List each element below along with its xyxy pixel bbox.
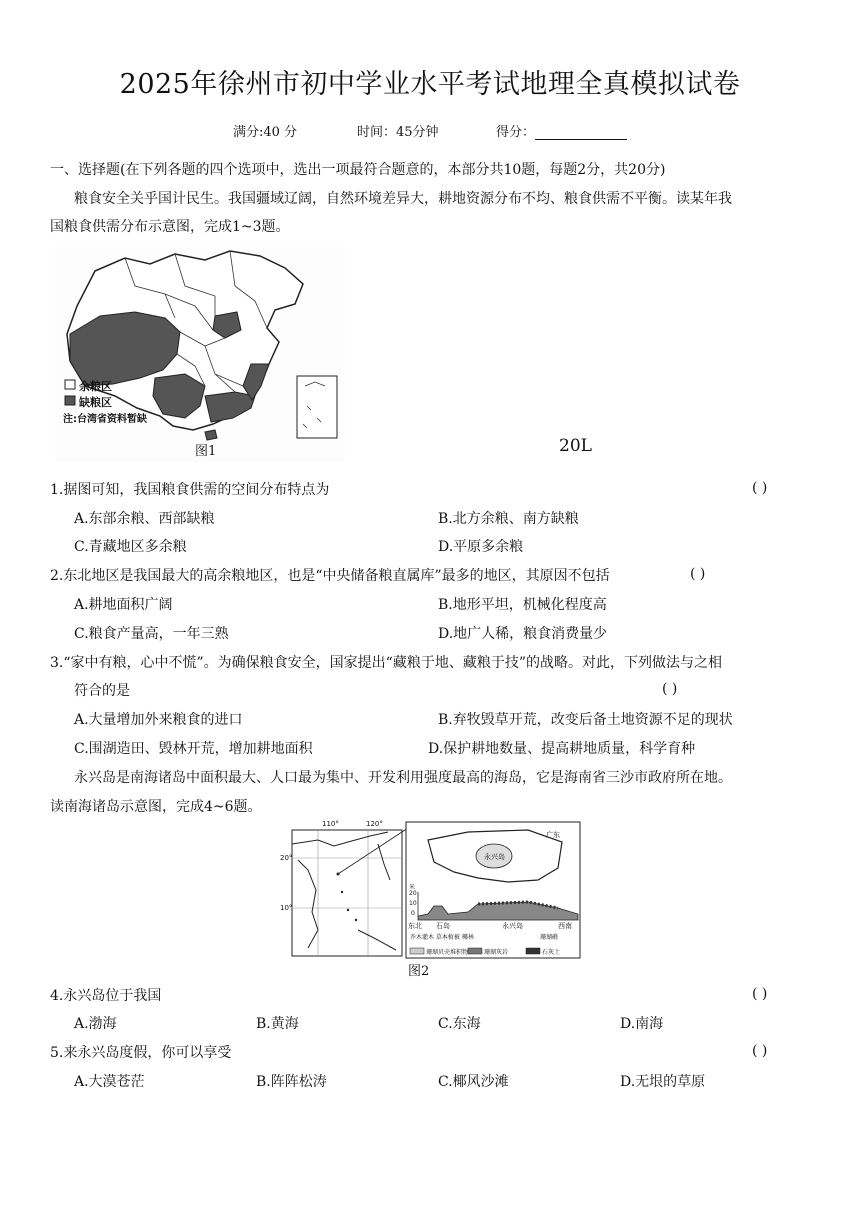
q4-option-c[interactable]: C.东海 — [438, 1016, 481, 1032]
q4-option-d[interactable]: D.南海 — [620, 1016, 664, 1032]
q2-option-d[interactable]: D.地广人稀，粮食消费量少 — [438, 626, 608, 642]
dir-right: 西南 — [558, 922, 572, 930]
q1-option-b[interactable]: B.北方余粮、南方缺粮 — [438, 511, 579, 527]
profile-tick-10: 10 — [409, 900, 417, 907]
q3-stem: 3.“家中有粮，心中不慌”。为确保粮食安全，国家提出“藏粮于地、藏粮于技”的战略。对此，下列做法与之相 — [50, 655, 722, 671]
label-yongxing: 永兴岛 — [502, 922, 523, 930]
intro2-line1: 永兴岛是南海诸岛中面积最大、人口最为集中、开发利用强度最高的海岛，它是海南省三沙市政府所在地。 — [74, 770, 732, 786]
legend-surplus-label: 余粮区 — [79, 380, 112, 393]
lon-110: 110° — [322, 820, 339, 828]
q1-option-d[interactable]: D.平原多余粮 — [438, 539, 524, 555]
q3-option-b[interactable]: B.弃牧毁草开荒，改变后备土地资源不足的现状 — [438, 712, 733, 728]
q4-answer-paren[interactable]: ( ) — [752, 986, 768, 1002]
fig2-caption: 图2 — [408, 964, 430, 979]
fig1-caption: 图1 — [195, 444, 217, 459]
lat-10: 10° — [280, 904, 293, 912]
score-label: 得分： — [496, 125, 536, 140]
island-label: 永兴岛 — [484, 853, 505, 861]
intro2-line2: 读南海诸岛示意图，完成4~6题。 — [50, 799, 262, 815]
q4-option-b[interactable]: B.黄海 — [256, 1016, 299, 1032]
legend-c: 石灰土 — [542, 949, 561, 956]
q1-option-a[interactable]: A.东部余粮、西部缺粮 — [74, 511, 215, 527]
label-shidao: 石岛 — [436, 922, 450, 930]
score-blank[interactable] — [535, 125, 627, 140]
full-score: 满分:40 分 — [233, 125, 298, 140]
page-title: 2025年徐州市初中学业水平考试地理全真模拟试卷 — [119, 69, 741, 100]
q2-option-a[interactable]: A.耕地面积广阔 — [74, 597, 173, 613]
q1-option-c[interactable]: C.青藏地区多余粮 — [74, 539, 187, 555]
q1-answer-paren[interactable]: ( ) — [752, 480, 768, 496]
exam-time: 时间：45分钟 — [357, 125, 439, 140]
veg-legend: 乔木灌木 草本植被 椰林 — [410, 934, 474, 941]
q3-option-a[interactable]: A.大量增加外来粮食的进口 — [74, 712, 243, 728]
intro1-line2: 国粮食供需分布示意图，完成1~3题。 — [50, 219, 290, 235]
q4-option-a[interactable]: A.渤海 — [74, 1016, 117, 1032]
dir-left: 东北 — [408, 922, 422, 930]
lon-120: 120° — [366, 820, 383, 828]
q3-option-d[interactable]: D.保护耕地数量、提高耕地质量，科学育种 — [428, 741, 696, 757]
deficit-region-hainan — [205, 430, 217, 440]
q3-stem-cont: 符合的是 — [74, 683, 130, 699]
figure1-china-grain-map — [55, 246, 345, 462]
score-field — [496, 121, 627, 140]
q5-option-d[interactable]: D.无垠的草原 — [620, 1074, 706, 1090]
legend-deficit-label: 缺粮区 — [79, 396, 112, 409]
q4-stem: 4.永兴岛位于我国 — [50, 988, 162, 1004]
q5-option-c[interactable]: C.椰风沙滩 — [438, 1074, 509, 1090]
q2-option-b[interactable]: B.地形平坦，机械化程度高 — [438, 597, 607, 613]
china-map-svg — [55, 246, 345, 462]
legend-a: 珊瑚贝壳堆积物 — [426, 949, 469, 956]
q2-answer-paren[interactable]: ( ) — [690, 566, 706, 582]
intro1-line1: 粮食安全关乎国计民生。我国疆域辽阔，自然环境差异大，耕地资源分布不均、粮食供需不平衡。读某年我 — [74, 191, 732, 207]
profile-tick-20: 20 — [409, 890, 417, 897]
q3-answer-paren[interactable]: ( ) — [662, 681, 678, 697]
legend-b: 珊瑚灰岩 — [484, 949, 509, 956]
inset-label: 广东 — [546, 831, 560, 839]
profile-unit: 米 — [409, 884, 416, 891]
q5-answer-paren[interactable]: ( ) — [752, 1043, 768, 1059]
profile-tick-0: 0 — [411, 910, 415, 917]
lat-20: 20° — [280, 854, 293, 862]
q5-option-a[interactable]: A.大漠苍茫 — [74, 1074, 145, 1090]
q3-option-c[interactable]: C.围湖造田、毁林开荒，增加耕地面积 — [74, 741, 313, 757]
q5-option-b[interactable]: B.阵阵松涛 — [256, 1074, 327, 1090]
fig1-note: 注:台湾省资料暂缺 — [63, 414, 147, 425]
q2-stem: 2.东北地区是我国最大的高余粮地区，也是“中央储备粮直属库”最多的地区，其原因不包括 — [50, 568, 610, 584]
stray-text: 20L — [559, 436, 592, 456]
figure2-south-sea-map — [278, 820, 584, 979]
q2-option-c[interactable]: C.粮食产量高，一年三熟 — [74, 626, 229, 642]
section-heading: 一、选择题(在下列各题的四个选项中，选出一项最符合题意的，本部分共10题，每题2分，共20分) — [50, 162, 666, 178]
q5-stem: 5.来永兴岛度假，你可以享受 — [50, 1045, 232, 1061]
q1-stem: 1.据图可知，我国粮食供需的空间分布特点为 — [50, 482, 330, 498]
label-coral: 珊瑚礁 — [540, 934, 559, 941]
